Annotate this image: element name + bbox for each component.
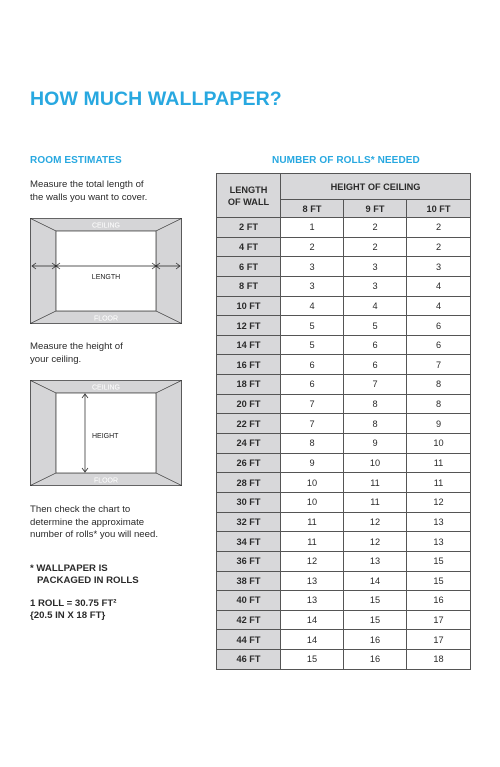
roll-size-line2: {20.5 IN X 18 FT} — [30, 610, 106, 621]
rolls-cell: 17 — [407, 610, 471, 630]
table-row — [217, 335, 471, 355]
wall-length-cell: 20 FT — [217, 394, 281, 414]
wall-length-cell: 2 FT — [217, 218, 281, 238]
rolls-cell: 12 — [407, 492, 471, 512]
rolls-cell: 6 — [344, 355, 407, 375]
table-row — [217, 532, 471, 552]
rolls-table — [216, 173, 471, 670]
wall-length-cell: 14 FT — [217, 335, 281, 355]
table-row — [217, 453, 471, 473]
rolls-cell: 4 — [344, 296, 407, 316]
left-wall — [31, 219, 57, 324]
length-of-wall-header — [217, 174, 281, 218]
floor-label: FLOOR — [93, 477, 119, 485]
room-height-diagram — [30, 380, 182, 486]
instruction-measure-height: Measure the height of your ceiling. — [30, 341, 123, 365]
instruction-measure-length: Measure the total length of the walls you want to cover. — [30, 179, 148, 203]
rolls-cell: 7 — [281, 394, 344, 414]
rolls-cell: 5 — [281, 316, 344, 336]
rolls-cell: 4 — [281, 296, 344, 316]
table-row — [217, 492, 471, 512]
rolls-cell: 13 — [407, 532, 471, 552]
right-wall — [156, 219, 182, 324]
rolls-cell: 2 — [344, 237, 407, 257]
rolls-cell: 6 — [407, 316, 471, 336]
roll-size-line1: 1 ROLL = 30.75 FT² — [30, 598, 117, 609]
packaged-note-line1: * WALLPAPER IS — [30, 563, 108, 574]
rolls-cell: 14 — [281, 610, 344, 630]
back-wall — [56, 231, 156, 311]
table-row — [217, 257, 471, 277]
wall-length-cell: 24 FT — [217, 434, 281, 454]
rolls-cell: 7 — [281, 414, 344, 434]
rolls-cell: 16 — [344, 650, 407, 670]
rolls-cell: 1 — [281, 218, 344, 238]
table-row — [217, 355, 471, 375]
ceiling-column-header: 10 FT — [407, 200, 471, 218]
table-row — [217, 610, 471, 630]
rolls-cell: 15 — [281, 650, 344, 670]
rolls-cell: 8 — [407, 394, 471, 414]
ceiling-column-header: 9 FT — [344, 200, 407, 218]
rolls-table-body — [217, 218, 471, 670]
table-row — [217, 434, 471, 454]
rolls-cell: 2 — [407, 237, 471, 257]
rolls-cell: 12 — [281, 551, 344, 571]
wall-length-cell: 18 FT — [217, 375, 281, 395]
wall-length-cell: 16 FT — [217, 355, 281, 375]
rolls-needed-heading: NUMBER OF ROLLS* NEEDED — [272, 155, 420, 166]
rolls-cell: 16 — [344, 630, 407, 650]
rolls-cell: 6 — [281, 355, 344, 375]
rolls-cell: 11 — [344, 473, 407, 493]
wall-length-cell: 42 FT — [217, 610, 281, 630]
rolls-cell: 3 — [344, 257, 407, 277]
rolls-cell: 18 — [407, 650, 471, 670]
wall-length-cell: 8 FT — [217, 276, 281, 296]
ceiling-label: CEILING — [91, 222, 121, 230]
wall-length-cell: 34 FT — [217, 532, 281, 552]
packaged-note-line2: PACKAGED IN ROLLS — [37, 575, 139, 586]
wall-length-cell: 46 FT — [217, 650, 281, 670]
table-row — [217, 276, 471, 296]
page-title: HOW MUCH WALLPAPER? — [30, 88, 282, 110]
rolls-cell: 8 — [344, 394, 407, 414]
table-row — [217, 551, 471, 571]
table-row — [217, 630, 471, 650]
rolls-cell: 4 — [407, 276, 471, 296]
rolls-cell: 3 — [407, 257, 471, 277]
wall-length-cell: 6 FT — [217, 257, 281, 277]
rolls-cell: 9 — [281, 453, 344, 473]
rolls-cell: 3 — [281, 276, 344, 296]
length-header-line2: OF WALL — [227, 196, 270, 207]
rolls-cell: 17 — [407, 630, 471, 650]
rolls-cell: 9 — [344, 434, 407, 454]
table-row — [217, 473, 471, 493]
rolls-cell: 6 — [344, 335, 407, 355]
rolls-cell: 15 — [407, 551, 471, 571]
table-row — [217, 296, 471, 316]
rolls-cell: 13 — [407, 512, 471, 532]
wall-length-cell: 28 FT — [217, 473, 281, 493]
rolls-cell: 15 — [344, 610, 407, 630]
room-estimates-heading: ROOM ESTIMATES — [30, 155, 122, 166]
rolls-cell: 10 — [281, 473, 344, 493]
rolls-cell: 3 — [281, 257, 344, 277]
room-length-diagram — [30, 218, 182, 324]
rolls-cell: 6 — [281, 375, 344, 395]
rolls-cell: 10 — [407, 434, 471, 454]
wall-length-cell: 44 FT — [217, 630, 281, 650]
rolls-cell: 2 — [344, 218, 407, 238]
table-row — [217, 237, 471, 257]
height-label: HEIGHT — [92, 433, 119, 440]
rolls-cell: 16 — [407, 591, 471, 611]
wall-length-cell: 30 FT — [217, 492, 281, 512]
rolls-cell: 10 — [281, 492, 344, 512]
rolls-cell: 8 — [407, 375, 471, 395]
table-row — [217, 591, 471, 611]
wall-length-cell: 36 FT — [217, 551, 281, 571]
table-row — [217, 414, 471, 434]
rolls-cell: 7 — [344, 375, 407, 395]
rolls-cell: 15 — [407, 571, 471, 591]
ceiling-column-header: 8 FT — [281, 200, 344, 218]
rolls-cell: 15 — [344, 591, 407, 611]
rolls-cell: 2 — [281, 237, 344, 257]
instruction-check-chart: Then check the chart to determine the approximate number of rolls* you will need. — [30, 504, 158, 540]
rolls-cell: 14 — [344, 571, 407, 591]
table-row — [217, 512, 471, 532]
rolls-cell: 6 — [407, 335, 471, 355]
ceiling-label: CEILING — [91, 384, 121, 392]
rolls-cell: 12 — [344, 512, 407, 532]
left-wall — [31, 381, 57, 486]
table-row — [217, 394, 471, 414]
rolls-cell: 11 — [407, 473, 471, 493]
rolls-cell: 13 — [281, 571, 344, 591]
rolls-cell: 14 — [281, 630, 344, 650]
rolls-cell: 11 — [407, 453, 471, 473]
length-header-line1: LENGTH — [229, 184, 268, 195]
rolls-cell: 11 — [344, 492, 407, 512]
rolls-cell: 11 — [281, 512, 344, 532]
rolls-cell: 13 — [344, 551, 407, 571]
wall-length-cell: 12 FT — [217, 316, 281, 336]
wall-length-cell: 10 FT — [217, 296, 281, 316]
table-row — [217, 218, 471, 238]
rolls-cell: 2 — [407, 218, 471, 238]
wall-length-cell: 40 FT — [217, 591, 281, 611]
wall-length-cell: 32 FT — [217, 512, 281, 532]
length-label: LENGTH — [91, 274, 121, 281]
rolls-cell: 5 — [281, 335, 344, 355]
rolls-cell: 9 — [407, 414, 471, 434]
rolls-cell: 13 — [281, 591, 344, 611]
rolls-cell: 4 — [407, 296, 471, 316]
wall-length-cell: 4 FT — [217, 237, 281, 257]
table-row — [217, 316, 471, 336]
rolls-cell: 12 — [344, 532, 407, 552]
rolls-cell: 8 — [281, 434, 344, 454]
ceiling-height-header: HEIGHT OF CEILING — [281, 174, 471, 200]
rolls-cell: 10 — [344, 453, 407, 473]
wall-length-cell: 38 FT — [217, 571, 281, 591]
right-wall — [156, 381, 182, 486]
wall-length-cell: 26 FT — [217, 453, 281, 473]
table-row — [217, 375, 471, 395]
table-row — [217, 650, 471, 670]
wall-length-cell: 22 FT — [217, 414, 281, 434]
table-row — [217, 571, 471, 591]
rolls-cell: 11 — [281, 532, 344, 552]
rolls-cell: 7 — [407, 355, 471, 375]
rolls-cell: 3 — [344, 276, 407, 296]
floor-label: FLOOR — [93, 315, 119, 323]
rolls-cell: 8 — [344, 414, 407, 434]
rolls-cell: 5 — [344, 316, 407, 336]
